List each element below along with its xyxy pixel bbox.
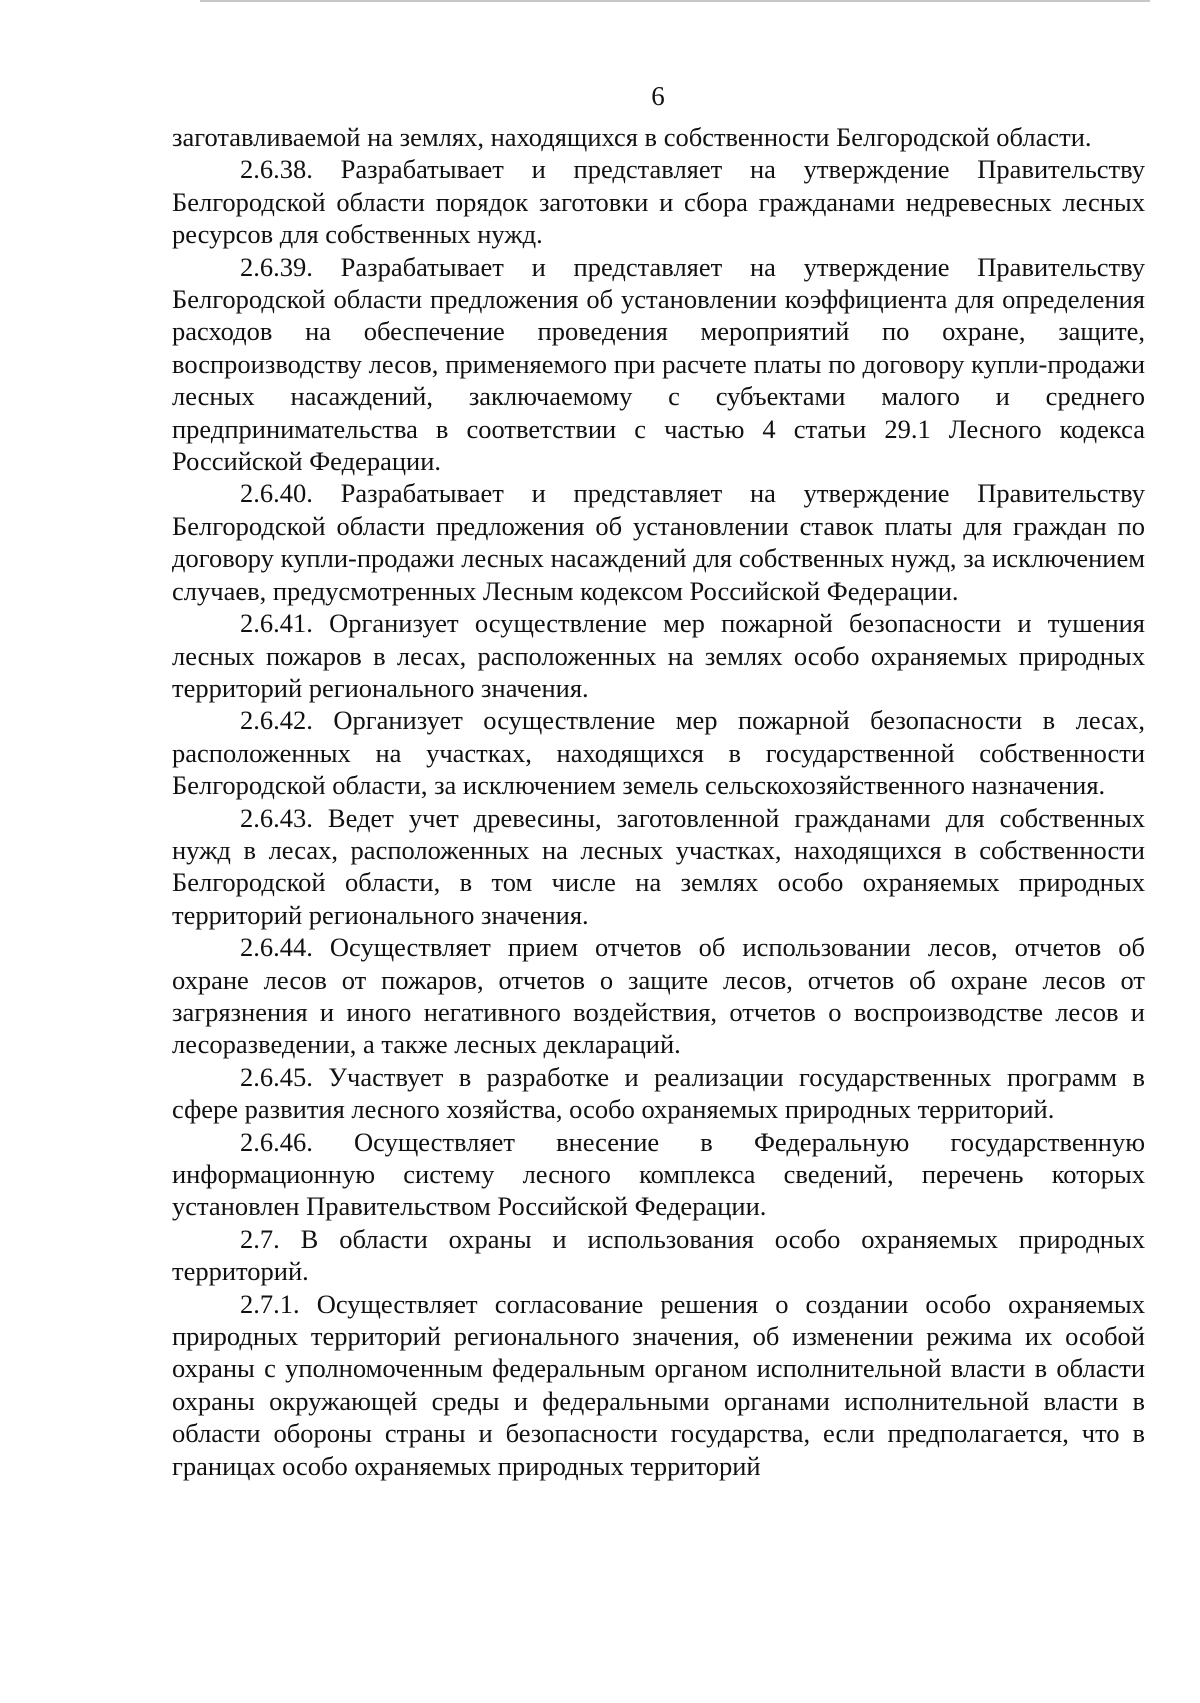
scan-edge-line [200, 0, 1150, 2]
page-number: 6 [651, 81, 665, 111]
paragraph-2-6-40: 2.6.40. Разрабатывает и представляет на утверждение Правительству Белгородской области предложения об установлении ставок платы для граждан по договору купли-продажи лесных насаждений для собственных нужд, за исключением случаев, предусмотренных Лесным кодексом Российской Федерации. [172, 478, 1145, 606]
paragraph-2-6-42: 2.6.42. Организует осуществление мер пожарной безопасности в лесах, расположенных на участках, находящихся в государственной собственности Белгородской области, за исключением земель сельскохозяйственного назначения. [172, 705, 1145, 801]
paragraph-2-6-39: 2.6.39. Разрабатывает и представляет на утверждение Правительству Белгородской области предложения об установлении коэффициента для определения расходов на обеспечение проведения мероприятий по охране, защите, воспроизводству лесов, применяемого при расчете платы по договору купли-продажи лесных насаждений, заключаемому с субъектами малого и среднего предпринимательства в соответствии с частью 4 статьи 29.1 Лесного кодекса Российской Федерации. [172, 251, 1145, 477]
paragraph-2-6-43: 2.6.43. Ведет учет древесины, заготовленной гражданами для собственных нужд в лесах, расположенных на лесных участках, находящихся в собственности Белгородской области, в том числе на землях особо охраняемых природных территорий регионального значения. [172, 802, 1145, 930]
paragraph-2-6-45: 2.6.45. Участвует в разработке и реализации государственных программ в сфере развития лесного хозяйства, особо охраняемых природных территорий. [172, 1061, 1145, 1125]
paragraph-2-6-38: 2.6.38. Разрабатывает и представляет на утверждение Правительству Белгородской области порядок заготовки и сбора гражданами недревесных лесных ресурсов для собственных нужд. [172, 154, 1145, 250]
paragraph-continuation: заготавливаемой на землях, находящихся в собственности Белгородской области. [172, 122, 1092, 152]
paragraph-2-6-41: 2.6.41. Организует осуществление мер пожарной безопасности и тушения лесных пожаров в лесах, расположенных на землях особо охраняемых природных территорий регионального значения. [172, 608, 1145, 703]
paragraph-2-7-1: 2.7.1. Осуществляет согласование решения о создании особо охраняемых природных территорий регионального значения, об изменении режима их особой охраны с уполномоченным федеральным органом исполнительной власти в области охраны окружающей среды и федеральными органами исполнительной власти в области обороны страны и безопасности государства, если предполагается, что в границах особо охраняемых природных территорий [172, 1288, 1145, 1481]
paragraph-2-6-44: 2.6.44. Осуществляет прием отчетов об использовании лесов, отчетов об охране лесов от пожаров, отчетов о защите лесов, отчетов об охране лесов от загрязнения и иного негативного воздействия, отчетов о воспроизводстве лесов и лесоразведении, а также лесных деклараций. [172, 932, 1145, 1060]
paragraph-2-6-46: 2.6.46. Осуществляет внесение в Федеральную государственную информационную систему лесного комплекса сведений, перечень которых установлен Правительством Российской Федерации. [172, 1126, 1145, 1222]
document-body [172, 121, 1145, 1482]
section-heading-2-7: 2.7. В области охраны и использования особо охраняемых природных территорий. [172, 1223, 1145, 1287]
